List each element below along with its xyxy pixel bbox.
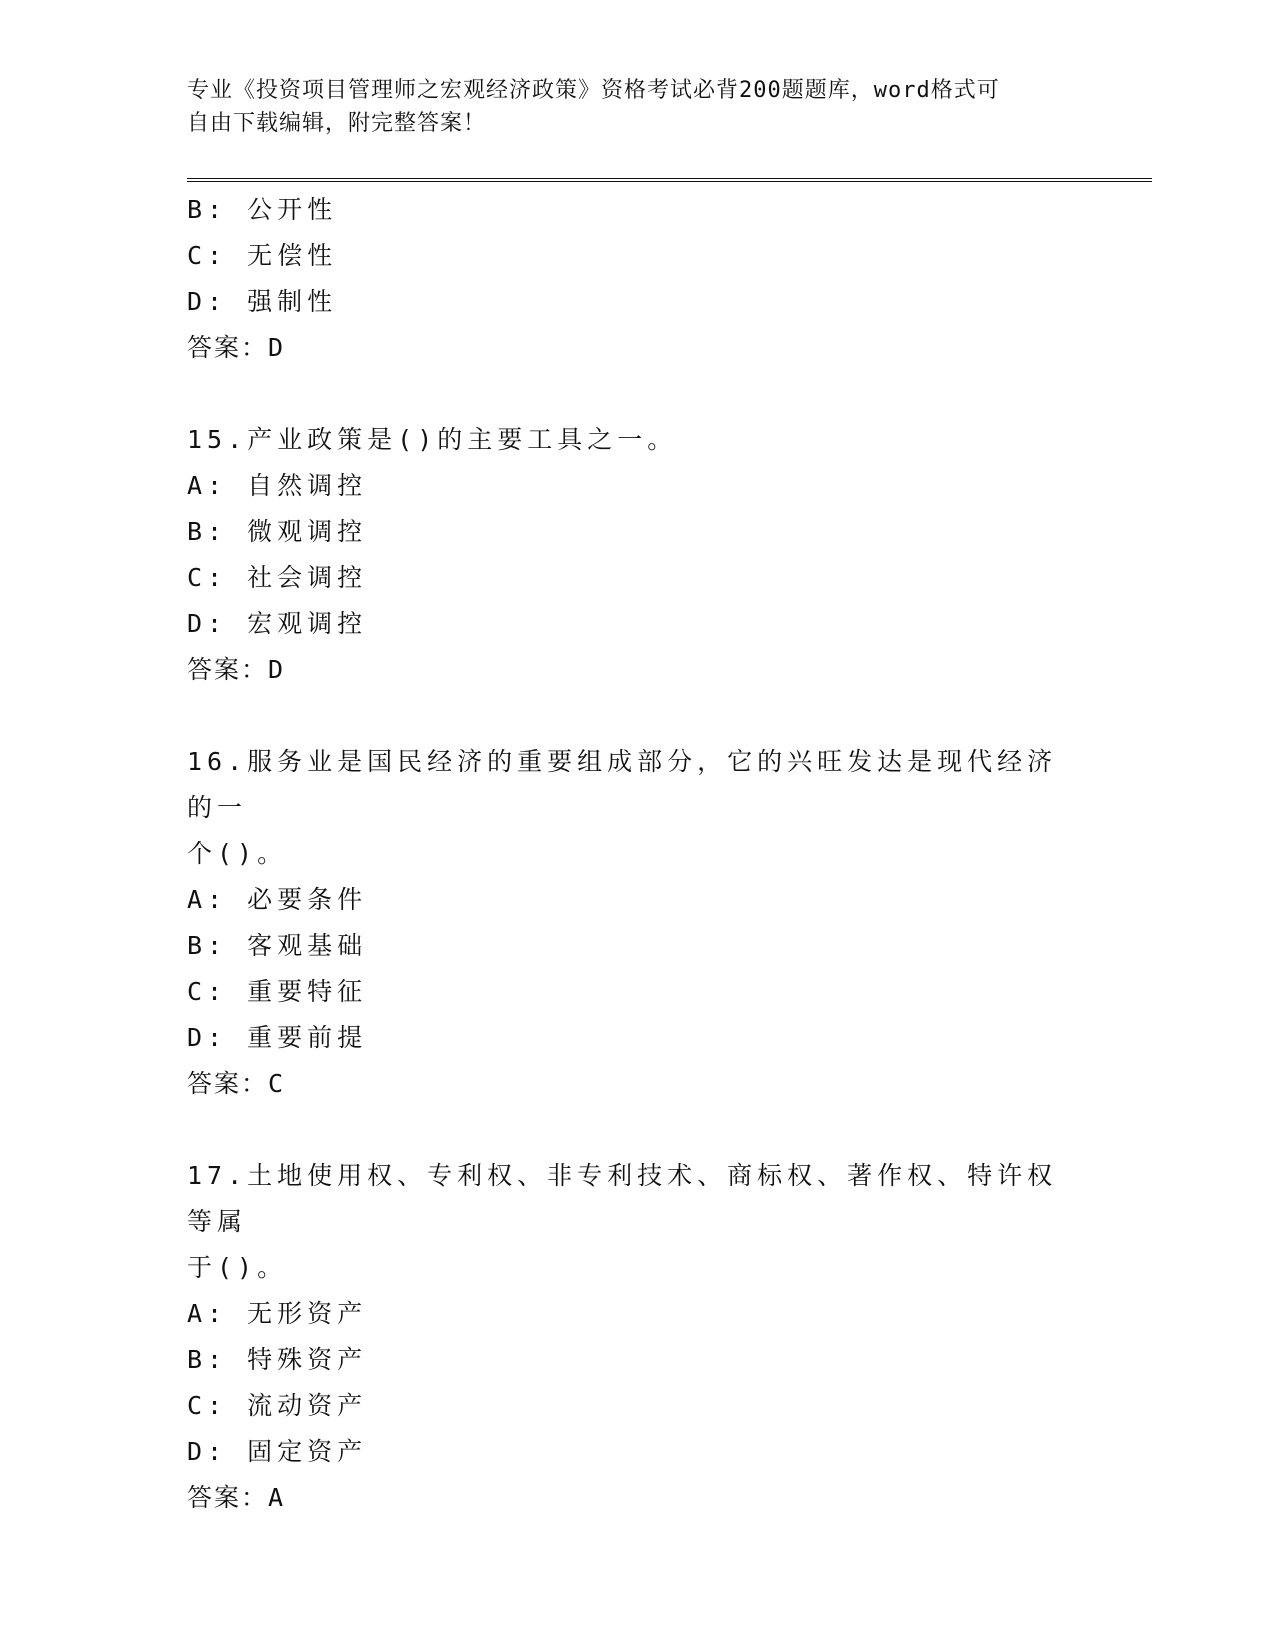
option-b: B: 客观基础 [187,931,368,960]
question-stem: 15.产业政策是()的主要工具之一。 [187,425,678,454]
answer: 答案：C [187,1069,286,1098]
question-list [187,187,1087,1521]
document-header [187,74,1067,140]
option-a: A: 无形资产 [187,1299,368,1328]
spacer [187,371,1087,417]
question-stem-line-2: 个()。 [187,839,288,868]
question-16 [187,739,1087,1107]
spacer [187,1107,1087,1153]
option-a: A: 必要条件 [187,885,368,914]
question-15 [187,417,1087,693]
question-17 [187,1153,1087,1521]
option-c: C: 重要特征 [187,977,368,1006]
option-c: C: 社会调控 [187,563,368,592]
option-d: D: 固定资产 [187,1437,368,1466]
option-b: B: 特殊资产 [187,1345,368,1374]
answer: 答案：D [187,333,286,362]
option-c: C: 流动资产 [187,1391,368,1420]
answer: 答案：D [187,655,286,684]
header-line-1: 专业《投资项目管理师之宏观经济政策》资格考试必背200题题库，word格式可 [187,78,1000,103]
option-b: B: 公开性 [187,195,338,224]
header-divider [187,178,1152,182]
answer: 答案：A [187,1483,286,1512]
option-d: D: 宏观调控 [187,609,368,638]
question-14 [187,187,1087,371]
question-stem-line-2: 于()。 [187,1253,288,1282]
option-a: A: 自然调控 [187,471,368,500]
option-c: C: 无偿性 [187,241,338,270]
header-line-2: 自由下载编辑，附完整答案！ [187,111,487,136]
option-d: D: 强制性 [187,287,338,316]
option-b: B: 微观调控 [187,517,368,546]
question-stem-line-1: 17.土地使用权、专利权、非专利技术、商标权、著作权、特许权等属 [187,1161,1058,1236]
question-stem-line-1: 16.服务业是国民经济的重要组成部分，它的兴旺发达是现代经济的一 [187,747,1058,822]
option-d: D: 重要前提 [187,1023,368,1052]
spacer [187,693,1087,739]
